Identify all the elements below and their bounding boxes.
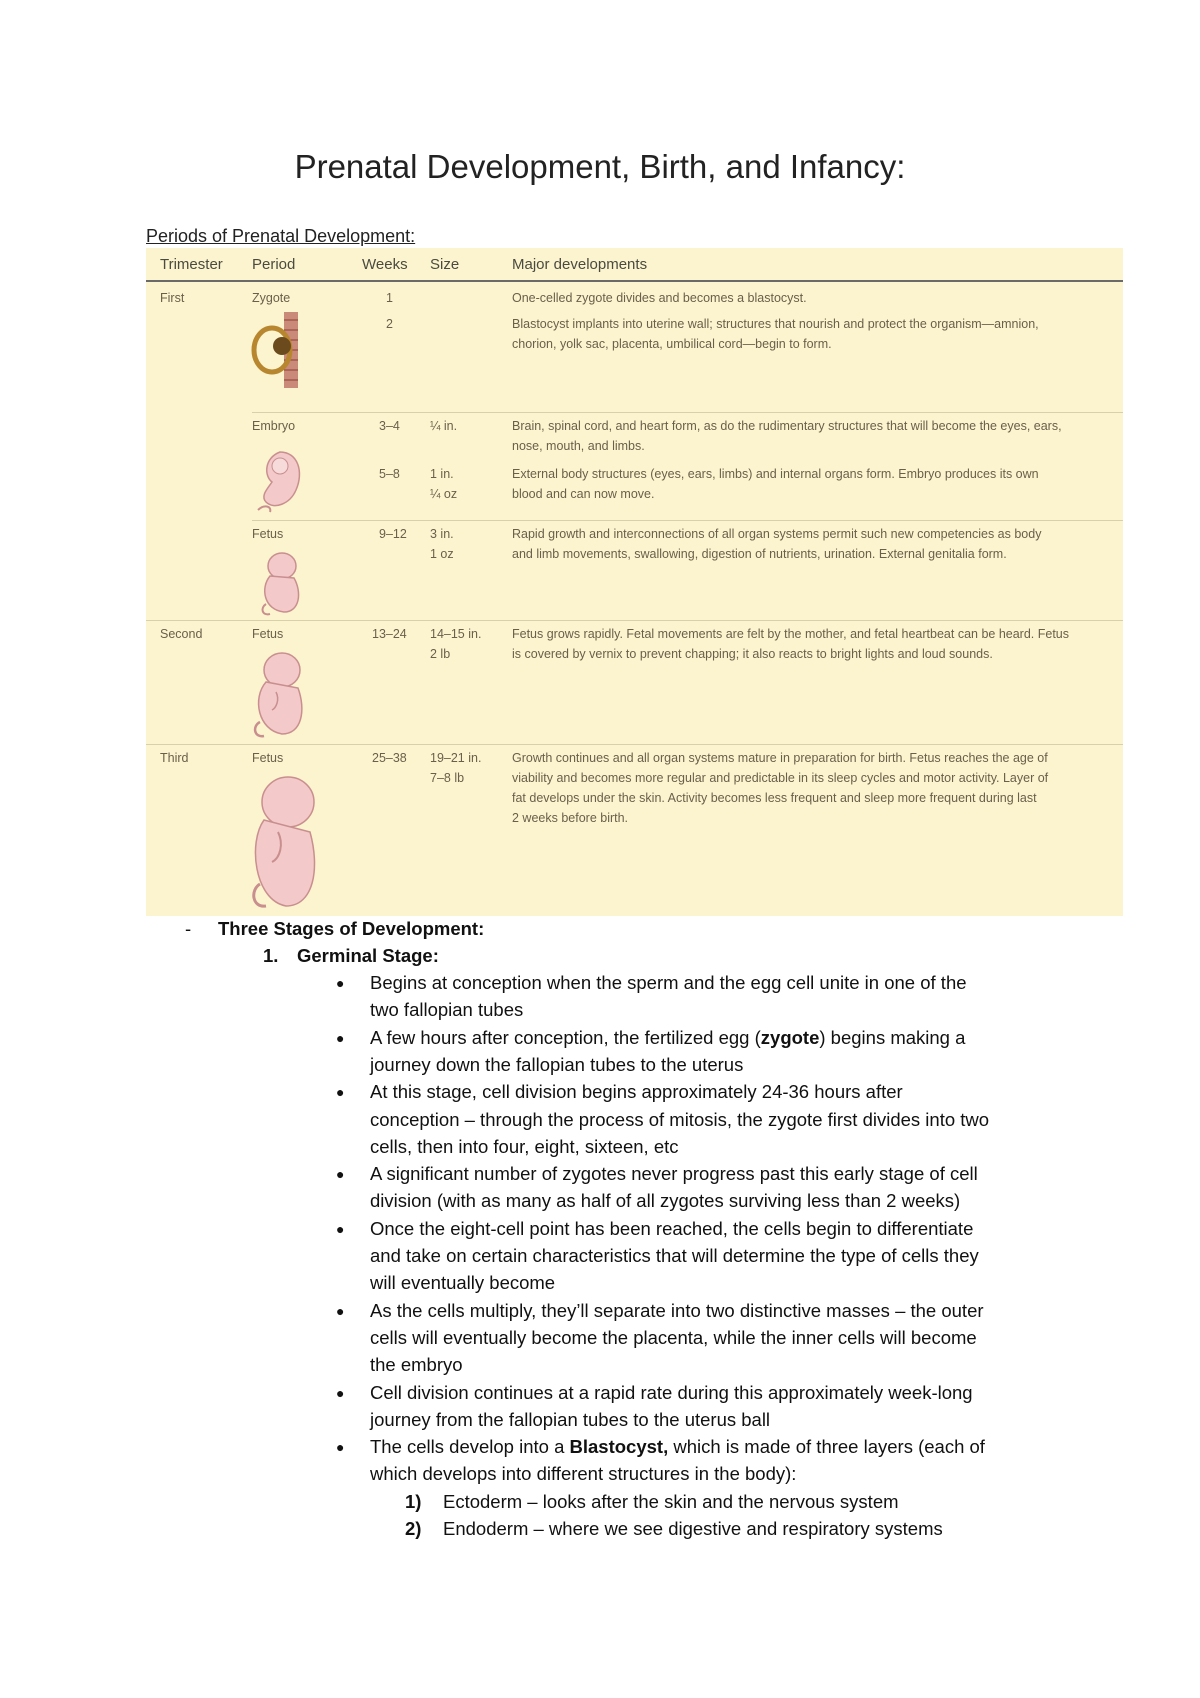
cell-development: fat develops under the skin. Activity becomes less frequent and sleep more frequent during last [512, 791, 1037, 805]
cell-development: Blastocyst implants into uterine wall; structures that nourish and protect the organism—amnion, [512, 317, 1039, 331]
bullet-glyph: ● [336, 975, 345, 991]
cell-weeks: 13–24 [372, 627, 407, 641]
bullet-text: Once the eight-cell point has been reached, the cells begin to differentiate [370, 1217, 974, 1239]
cell-development: One-celled zygote divides and becomes a blastocyst. [512, 291, 807, 305]
header-trimester: Trimester [160, 256, 223, 273]
cell-weeks: 3–4 [379, 419, 400, 433]
bullet-glyph: ● [336, 1084, 345, 1101]
cell-development: chorion, yolk sac, placenta, umbilical cord—begin to form. [512, 337, 832, 351]
bullet-glyph: ● [336, 1439, 345, 1456]
cell-development: nose, mouth, and limbs. [512, 439, 645, 453]
bullet-text: A significant number of zygotes never progress past this early stage of cell [370, 1163, 978, 1185]
early-fetus-illustration [250, 548, 310, 618]
sublist-number: 2) [405, 1518, 422, 1539]
sublist-text: Ectoderm – looks after the skin and the nervous system [443, 1490, 899, 1512]
bullet-text: journey from the fallopian tubes to the uterus ball [370, 1408, 771, 1430]
header-major-developments: Major developments [512, 256, 648, 273]
row-separator [252, 412, 1123, 413]
bullet-glyph: ● [336, 1384, 345, 1401]
stages-heading: Three Stages of Development: [218, 918, 485, 939]
bullet-text: will eventually become [370, 1272, 556, 1294]
cell-size: ¼ oz [430, 487, 458, 501]
cell-period: Embryo [252, 419, 296, 433]
bullet-text: and take on certain characteristics that will determine the type of cells they [370, 1245, 979, 1266]
second-trimester-fetus-illustration [246, 648, 316, 740]
cell-trimester: Second [160, 627, 203, 641]
cell-development: viability and becomes more regular and predictable in its sleep cycles and motor activity. Layer of [512, 771, 1049, 785]
bullet-text: Cell division continues at a rapid rate during this approximately week-long [370, 1381, 973, 1403]
bullet-glyph: ● [336, 1166, 345, 1183]
cell-size: 2 lb [430, 647, 451, 661]
bullet-text: The cells develop into a Blastocyst, which is made of three layers (each of [370, 1436, 985, 1458]
cell-size: 7–8 lb [430, 771, 465, 785]
bullet-text: the embryo [370, 1354, 463, 1376]
row-separator [146, 744, 1123, 745]
cell-development: Fetus grows rapidly. Fetal movements are felt by the mother, and fetal heartbeat can be heard. Fetus [512, 627, 1070, 641]
bullet-glyph: ● [336, 1302, 345, 1319]
prenatal-development-table [146, 248, 1123, 916]
page-title: Prenatal Development, Birth, and Infancy: [294, 148, 906, 185]
bullet-text: journey down the fallopian tubes to the uterus [370, 1053, 744, 1075]
cell-development: Growth continues and all organ systems mature in preparation for birth. Fetus reaches the age of [512, 751, 1048, 765]
cell-weeks: 5–8 [379, 467, 400, 481]
cell-weeks: 2 [386, 317, 393, 331]
row-separator [252, 520, 1123, 521]
bullet-text: At this stage, cell division begins approximately 24-36 hours after [370, 1081, 903, 1103]
sublist-number: 1) [405, 1490, 422, 1512]
bullet-glyph: ● [336, 1220, 345, 1237]
cell-period: Zygote [252, 291, 291, 305]
cell-weeks: 1 [386, 291, 393, 305]
cell-trimester: Third [160, 751, 189, 765]
bullet-text: As the cells multiply, they’ll separate into two distinctive masses – the outer [370, 1299, 984, 1321]
bullet-text: Begins at conception when the sperm and the egg cell unite in one of the [370, 972, 967, 993]
bullet-text: cells, then into four, eight, sixteen, etc [370, 1135, 679, 1157]
row-separator [146, 620, 1123, 621]
bullet-text: A few hours after conception, the fertilized egg (zygote) begins making a [370, 1026, 966, 1048]
stage-title: Germinal Stage: [297, 945, 439, 966]
cell-development: Brain, spinal cord, and heart form, as do the rudimentary structures that will become the eyes, ears, [512, 419, 1062, 433]
embryo-illustration [250, 444, 310, 518]
cell-development: Rapid growth and interconnections of all organ systems permit such new competencies as body [512, 527, 1042, 541]
cell-size: 1 oz [430, 547, 454, 561]
cell-development: External body structures (eyes, ears, limbs) and internal organs form. Embryo produces its own [512, 467, 1039, 481]
cell-weeks: 25–38 [372, 751, 407, 765]
cell-size: 19–21 in. [430, 751, 482, 765]
header-weeks: Weeks [362, 256, 408, 273]
bullet-text: which develops into different structures in the body): [370, 1463, 797, 1485]
stage-number: 1. [263, 945, 279, 966]
table-header [146, 248, 1123, 282]
cell-period: Fetus [252, 527, 284, 541]
list-dash: - [185, 918, 192, 939]
cell-size: 14–15 in. [430, 627, 482, 641]
cell-period: Fetus [252, 751, 284, 765]
cell-size: ¼ in. [430, 419, 458, 433]
cell-development: and limb movements, swallowing, digestion of nutrients, urination. External genitalia form. [512, 547, 1007, 561]
cell-development: blood and can now move. [512, 487, 655, 501]
cell-development: 2 weeks before birth. [512, 811, 629, 825]
cell-weeks: 9–12 [379, 527, 407, 541]
bullet-text: cells will eventually become the placenta, while the inner cells will become [370, 1326, 977, 1348]
cell-size: 3 in. [430, 527, 454, 541]
cell-development: is covered by vernix to prevent chapping; it also reacts to bright lights and loud sounds. [512, 647, 993, 661]
sublist-text: Endoderm – where we see digestive and respiratory systems [443, 1518, 943, 1539]
bullet-text: division (with as many as half of all zygotes surviving less than 2 weeks) [370, 1190, 961, 1212]
blastocyst-implant-illustration [250, 308, 310, 392]
cell-period: Fetus [252, 627, 284, 641]
bullet-glyph: ● [336, 1029, 345, 1046]
header-period: Period [252, 256, 296, 273]
third-trimester-fetus-illustration [244, 772, 328, 912]
cell-size: 1 in. [430, 467, 454, 481]
bullet-text: conception – through the process of mitosis, the zygote first divides into two [370, 1108, 990, 1130]
section-heading: Periods of Prenatal Development: [146, 226, 416, 246]
header-size: Size [430, 256, 460, 273]
cell-trimester: First [160, 291, 185, 305]
bullet-text: two fallopian tubes [370, 999, 524, 1021]
